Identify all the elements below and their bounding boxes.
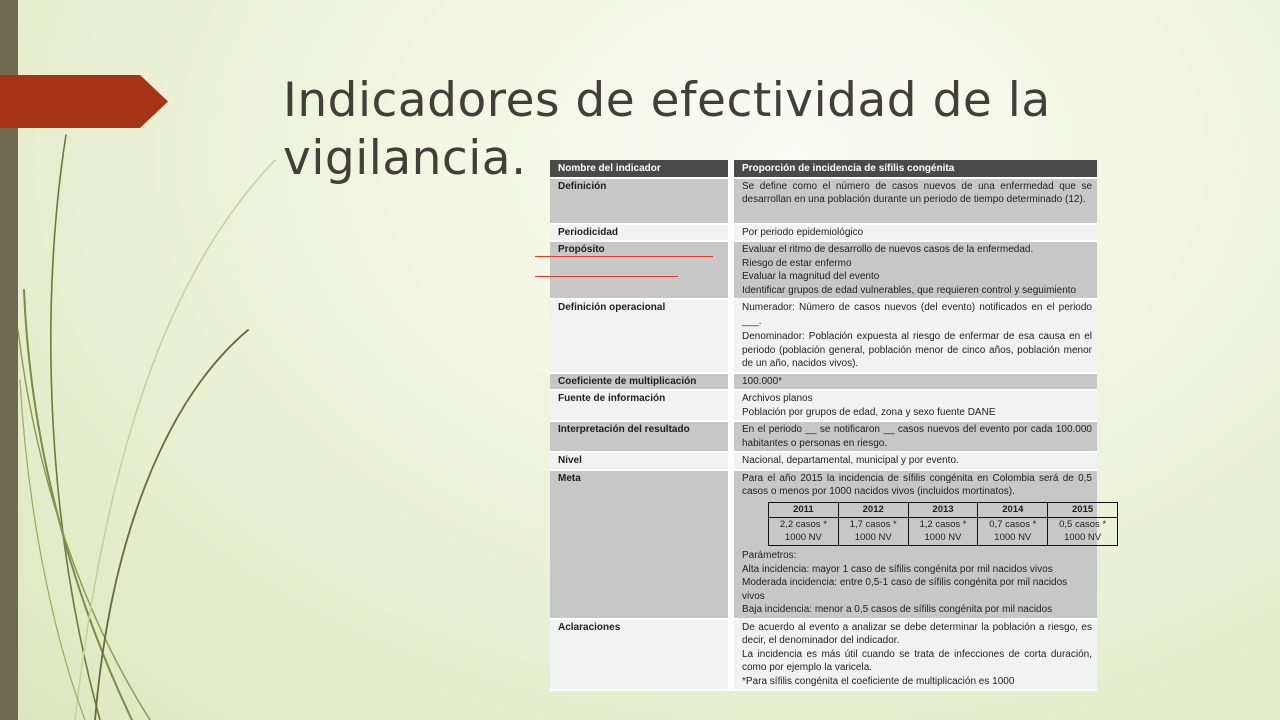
meta-year: 2014 — [978, 502, 1048, 518]
numerador-text: Numerador: Número de casos nuevos (del evento) notificados en el periodo ___. — [742, 302, 1092, 327]
indicator-table — [550, 160, 1107, 691]
meta-targets-table — [768, 502, 1118, 547]
row-fuente — [550, 390, 1097, 421]
row-value: Se define como el número de casos nuevos de una enfermedad que se desarrollan en una población durante un periodo de tiempo determinado (12). — [731, 178, 1097, 224]
row-value — [731, 470, 1107, 619]
row-definicion — [550, 178, 1097, 224]
meta-value: 1,7 casos * 1000 NV — [838, 518, 908, 546]
row-coeficiente — [550, 373, 1097, 391]
meta-intro: Para el año 2015 la incidencia de sífilis congénita en Colombia será de 0,5 casos o menos por 1000 nacidos vivos (incluidos mortinatos). — [742, 472, 1092, 497]
row-label: Nivel — [550, 452, 731, 470]
meta-year: 2011 — [769, 502, 839, 518]
row-label: Meta — [550, 470, 731, 619]
row-value — [731, 241, 1097, 299]
row-label: Definición — [550, 178, 731, 224]
proposito-line: Evaluar el ritmo de desarrollo de nuevos casos de la enfermedad. — [742, 244, 1034, 255]
row-value — [731, 390, 1097, 421]
meta-value: 1,2 casos * 1000 NV — [908, 518, 978, 546]
aclaracion-line: La incidencia es más útil cuando se trata de infecciones de corta duración, como por ejemplo la varicela. — [742, 648, 1092, 673]
row-periodicidad — [550, 224, 1097, 242]
row-interpretacion — [550, 421, 1097, 452]
meta-param: Moderada incidencia: entre 0,5-1 caso de sífilis congénita por mil nacidos vivos — [742, 577, 1068, 602]
meta-value: 0,5 casos * 1000 NV — [1048, 518, 1118, 546]
row-label: Definición operacional — [550, 299, 731, 373]
header-indicator-name: Nombre del indicador — [550, 160, 731, 178]
row-nivel — [550, 452, 1097, 470]
row-proposito — [550, 241, 1097, 299]
fuente-line: Archivos planos — [742, 393, 813, 404]
row-meta — [550, 470, 1097, 619]
decorative-curves — [0, 0, 300, 720]
row-label: Coeficiente de multiplicación — [550, 373, 731, 391]
meta-year: 2012 — [838, 502, 908, 518]
proposito-line: Riesgo de estar enfermo — [742, 257, 852, 269]
slide-title: Indicadores de efectividad de la vigilancia. — [283, 73, 1051, 186]
row-value: Nacional, departamental, municipal y por evento. — [731, 452, 1097, 470]
aclaracion-line: *Para sífilis congénita el coeficiente de multiplicación es 1000 — [742, 675, 1015, 687]
row-value: 100.000* — [731, 373, 1097, 391]
annotation-underline — [535, 276, 678, 277]
row-label: Fuente de información — [550, 390, 731, 421]
proposito-line: Identificar grupos de edad vulnerables, que requieren control y seguimiento — [742, 284, 1077, 296]
row-value: En el periodo __ se notificaron __ casos nuevos del evento por cada 100.000 habitantes o personas en riesgo. — [731, 421, 1097, 452]
row-label: Periodicidad — [550, 224, 731, 242]
proposito-line: Evaluar la magnitud del evento — [742, 271, 880, 282]
meta-year: 2013 — [908, 502, 978, 518]
row-definicion-operacional — [550, 299, 1097, 373]
table-header-row — [550, 160, 1097, 178]
meta-value: 2,2 casos * 1000 NV — [769, 518, 839, 546]
meta-years-row — [769, 502, 1118, 518]
row-label: Interpretación del resultado — [550, 421, 731, 452]
meta-value: 0,7 casos * 1000 NV — [978, 518, 1048, 546]
row-value — [731, 299, 1097, 373]
fuente-line: Población por grupos de edad, zona y sexo fuente DANE — [742, 406, 996, 418]
meta-param: Baja incidencia: menor a 0,5 casos de sífilis congénita por mil nacidos — [742, 604, 1053, 615]
aclaracion-line: De acuerdo al evento a analizar se debe determinar la población a riesgo, es decir, el denominador del indicador. — [742, 621, 1092, 646]
row-aclaraciones — [550, 619, 1097, 691]
annotation-underline — [535, 256, 713, 257]
meta-year: 2015 — [1048, 502, 1118, 518]
row-label: Aclaraciones — [550, 619, 731, 691]
indicator-document-image — [550, 160, 1107, 687]
header-indicator-value: Proporción de incidencia de sífilis congénita — [731, 160, 1097, 178]
meta-values-row — [769, 518, 1118, 546]
row-label: Propósito — [550, 241, 731, 299]
meta-param: Alta incidencia: mayor 1 caso de sífilis congénita por mil nacidos vivos — [742, 563, 1053, 575]
meta-params-title: Parámetros: — [742, 550, 797, 561]
row-value — [731, 619, 1097, 691]
row-value: Por periodo epidemiológico — [731, 224, 1097, 242]
denominador-text: Denominador: Población expuesta al riesgo de enfermar de esa causa en el periodo (población general, población menor de cinco años, población menor de un año, nacidos vivos). — [742, 331, 1092, 369]
